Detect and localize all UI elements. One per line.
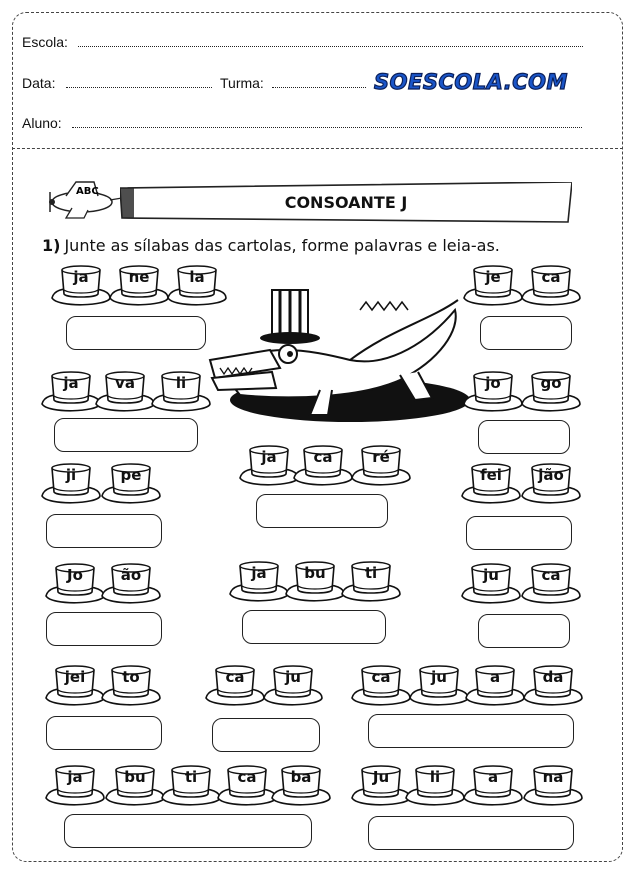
syllable-text: ja xyxy=(63,374,79,392)
airplane-icon xyxy=(36,178,126,222)
syllable-hat xyxy=(216,764,278,810)
answer-box[interactable] xyxy=(478,614,570,648)
syllable-hat xyxy=(462,370,524,416)
syllable-hat xyxy=(404,764,466,810)
syllable-text: li xyxy=(429,768,441,786)
syllable-text: na xyxy=(542,768,564,786)
syllable-text: ca xyxy=(237,768,257,786)
syllable-hat xyxy=(100,664,162,710)
svg-text:ABC: ABC xyxy=(76,186,99,197)
syllable-hat xyxy=(520,462,582,508)
syllable-hat xyxy=(522,764,584,810)
syllable-text: ju xyxy=(483,566,499,584)
syllable-hat xyxy=(44,764,106,810)
student-label: Aluno: xyxy=(22,115,62,131)
site-logo: SOESCOLA.COM xyxy=(374,70,568,94)
syllable-hat xyxy=(520,370,582,416)
syllable-hat xyxy=(460,562,522,608)
syllable-text: go xyxy=(540,374,562,392)
syllable-text: ja xyxy=(261,448,277,466)
syllable-text: va xyxy=(115,374,135,392)
syllable-hat xyxy=(104,764,166,810)
syllable-text: la xyxy=(189,268,205,286)
syllable-text: ré xyxy=(372,448,390,466)
syllable-text: Jo xyxy=(67,566,83,584)
syllable-text: ju xyxy=(285,668,301,686)
class-field[interactable] xyxy=(272,87,366,88)
answer-box[interactable] xyxy=(480,316,572,350)
syllable-text: ja xyxy=(251,564,267,582)
syllable-text: a xyxy=(489,668,501,686)
syllable-hat xyxy=(40,370,102,416)
syllable-text: ja xyxy=(73,268,89,286)
date-field[interactable] xyxy=(66,87,212,88)
syllable-text: pe xyxy=(120,466,142,484)
syllable-hat xyxy=(460,462,522,508)
class-label: Turma: xyxy=(220,75,264,91)
syllable-hat xyxy=(100,462,162,508)
syllable-text: ca xyxy=(313,448,333,466)
syllable-text: ja xyxy=(67,768,83,786)
syllable-hat xyxy=(292,444,354,490)
syllable-hat xyxy=(40,462,102,508)
answer-box[interactable] xyxy=(368,714,574,748)
syllable-hat xyxy=(350,664,412,710)
syllable-text: ti xyxy=(364,564,378,582)
exercise-number: 1) xyxy=(42,236,61,255)
syllable-hat xyxy=(462,264,524,310)
syllable-hat xyxy=(350,444,412,490)
syllable-text: ti xyxy=(184,768,198,786)
syllable-hat xyxy=(44,562,106,608)
syllable-hat xyxy=(94,370,156,416)
answer-box[interactable] xyxy=(256,494,388,528)
crocodile-with-top-hat-illustration xyxy=(200,250,480,430)
syllable-text: jão xyxy=(538,466,564,484)
syllable-hat xyxy=(150,370,212,416)
student-field[interactable] xyxy=(72,127,582,128)
syllable-hat xyxy=(100,562,162,608)
syllable-hat xyxy=(44,664,106,710)
syllable-hat xyxy=(464,664,526,710)
syllable-text: da xyxy=(542,668,564,686)
instruction-text: Junte as sílabas das cartolas, forme palavras e leia-as. xyxy=(64,236,500,255)
answer-box[interactable] xyxy=(64,814,312,848)
syllable-hat xyxy=(408,664,470,710)
answer-box[interactable] xyxy=(54,418,198,452)
syllable-text: ca xyxy=(225,668,245,686)
syllable-hat xyxy=(462,764,524,810)
syllable-hat xyxy=(522,664,584,710)
syllable-text: jei xyxy=(64,668,86,686)
syllable-hat xyxy=(520,562,582,608)
answer-box[interactable] xyxy=(478,420,570,454)
syllable-text: fei xyxy=(480,466,502,484)
syllable-hat xyxy=(166,264,228,310)
syllable-text: ba xyxy=(290,768,312,786)
syllable-hat xyxy=(340,560,402,606)
syllable-hat xyxy=(270,764,332,810)
syllable-hat xyxy=(204,664,266,710)
syllable-text: bu xyxy=(124,768,146,786)
syllable-text: bu xyxy=(304,564,326,582)
syllable-text: li xyxy=(175,374,187,392)
page-title: CONSOANTE J xyxy=(284,193,408,212)
syllable-text: je xyxy=(485,268,501,286)
syllable-text: Ju xyxy=(372,768,390,786)
syllable-text: ca xyxy=(541,268,561,286)
syllable-hat xyxy=(228,560,290,606)
syllable-hat xyxy=(50,264,112,310)
syllable-hat xyxy=(238,444,300,490)
syllable-text: ju xyxy=(431,668,447,686)
answer-box[interactable] xyxy=(46,716,162,750)
answer-box[interactable] xyxy=(368,816,574,850)
syllable-text: to xyxy=(122,668,140,686)
syllable-text: ji xyxy=(65,466,77,484)
answer-box[interactable] xyxy=(66,316,206,350)
syllable-text: ca xyxy=(371,668,391,686)
answer-box[interactable] xyxy=(212,718,320,752)
school-label: Escola: xyxy=(22,34,68,50)
syllable-text: a xyxy=(487,768,499,786)
syllable-hat xyxy=(160,764,222,810)
school-field[interactable] xyxy=(78,46,583,47)
syllable-hat xyxy=(284,560,346,606)
syllable-text: ão xyxy=(120,566,142,584)
syllable-text: ca xyxy=(541,566,561,584)
answer-box[interactable] xyxy=(242,610,386,644)
syllable-text: ne xyxy=(128,268,150,286)
syllable-hat xyxy=(262,664,324,710)
syllable-hat xyxy=(520,264,582,310)
answer-box[interactable] xyxy=(46,514,162,548)
header-divider xyxy=(12,148,623,149)
syllable-hat xyxy=(350,764,412,810)
syllable-hat xyxy=(108,264,170,310)
date-label: Data: xyxy=(22,75,56,91)
syllable-text: jo xyxy=(485,374,501,392)
answer-box[interactable] xyxy=(466,516,572,550)
answer-box[interactable] xyxy=(46,612,162,646)
